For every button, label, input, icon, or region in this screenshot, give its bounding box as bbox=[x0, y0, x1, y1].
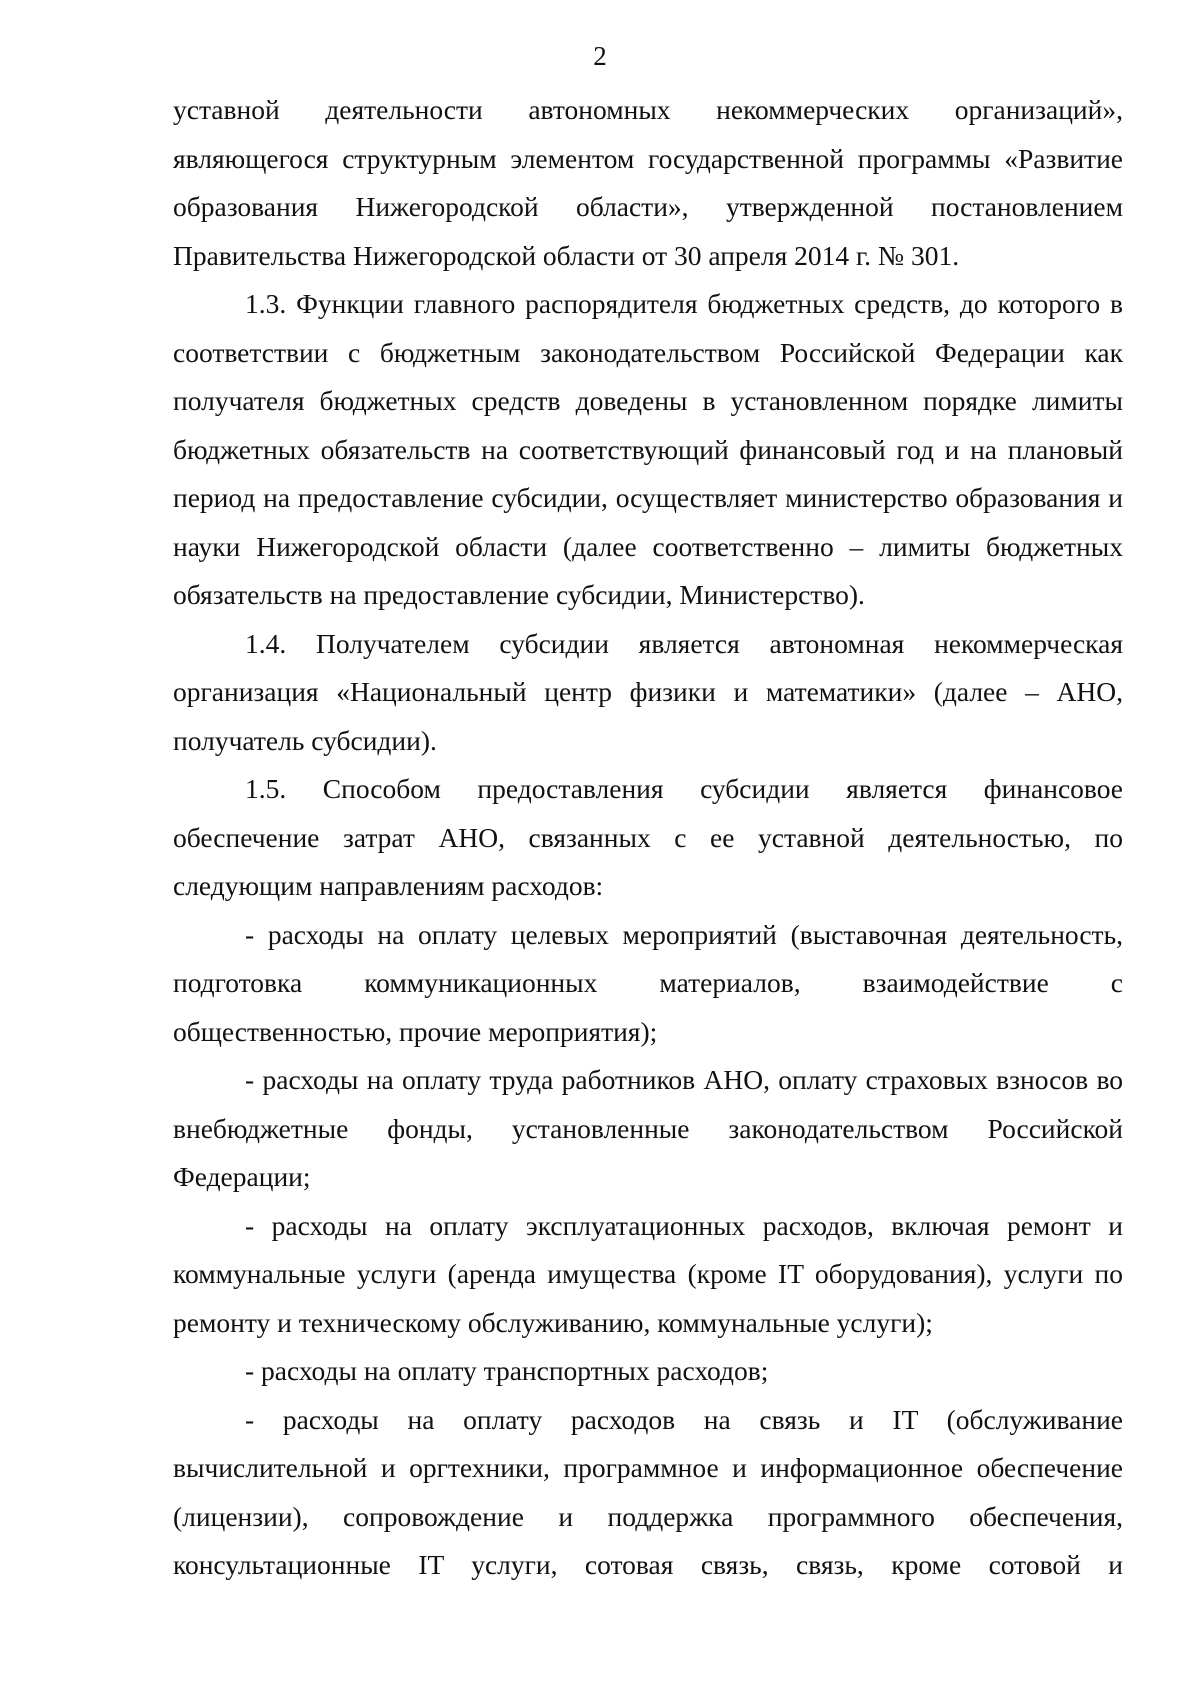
list-item-target-events: - расходы на оплату целевых мероприятий (выставочная деятельность, подготовка коммуникационных материалов, взаимодействие с общественностью, прочие мероприятия); bbox=[173, 918, 1123, 1047]
paragraph-1-3: 1.3. Функции главного распорядителя бюджетных средств, до которого в соответствии с бюджетным законодательством Российской Федерации как получателя бюджетных средств доведены в установленном порядке лимиты бюджетных обязательств на соответствующий финансовый год и на плановый период на предоставление субсидии, осуществляет министерство образования и науки Нижегородской области (далее соответственно – лимиты бюджетных обязательств на предоставление субсидии, Министерство). bbox=[173, 288, 1123, 610]
list-item-communication-it: - расходы на оплату расходов на связь и IT (обслуживание вычислительной и оргтехники, программное и информационное обеспечение (лицензии), сопровождение и поддержка программного обеспечения, консультационные IT услуги, сотовая связь, связь, кроме сотовой и bbox=[173, 1403, 1123, 1580]
document-body bbox=[173, 86, 1123, 1590]
list-item-labor-costs: - расходы на оплату труда работников АНО, оплату страховых взносов во внебюджетные фонды, установленные законодательством Российской Федерации; bbox=[173, 1064, 1123, 1192]
paragraph-1-5: 1.5. Способом предоставления субсидии является финансовое обеспечение затрат АНО, связанных с ее уставной деятельностью, по следующим направлениям расходов: bbox=[173, 773, 1123, 901]
list-item-transport-costs: - расходы на оплату транспортных расходов; bbox=[245, 1355, 769, 1386]
page-number: 2 bbox=[593, 41, 607, 71]
paragraph-1-4: 1.4. Получателем субсидии является автономная некоммерческая организация «Национальный центр физики и математики» (далее – АНО, получатель субсидии). bbox=[173, 627, 1123, 756]
paragraph-continuation: уставной деятельности автономных некоммерческих организаций», являющегося структурным элементом государственной программы «Развитие образования Нижегородской области», утвержденной постановлением Правительства Нижегородской области от 30 апреля 2014 г. № 301. bbox=[173, 94, 1123, 271]
list-item-operational-costs: - расходы на оплату эксплуатационных расходов, включая ремонт и коммунальные услуги (аренда имущества (кроме IT оборудования), услуги по ремонту и техническому обслуживанию, коммунальные услуги); bbox=[173, 1209, 1123, 1338]
